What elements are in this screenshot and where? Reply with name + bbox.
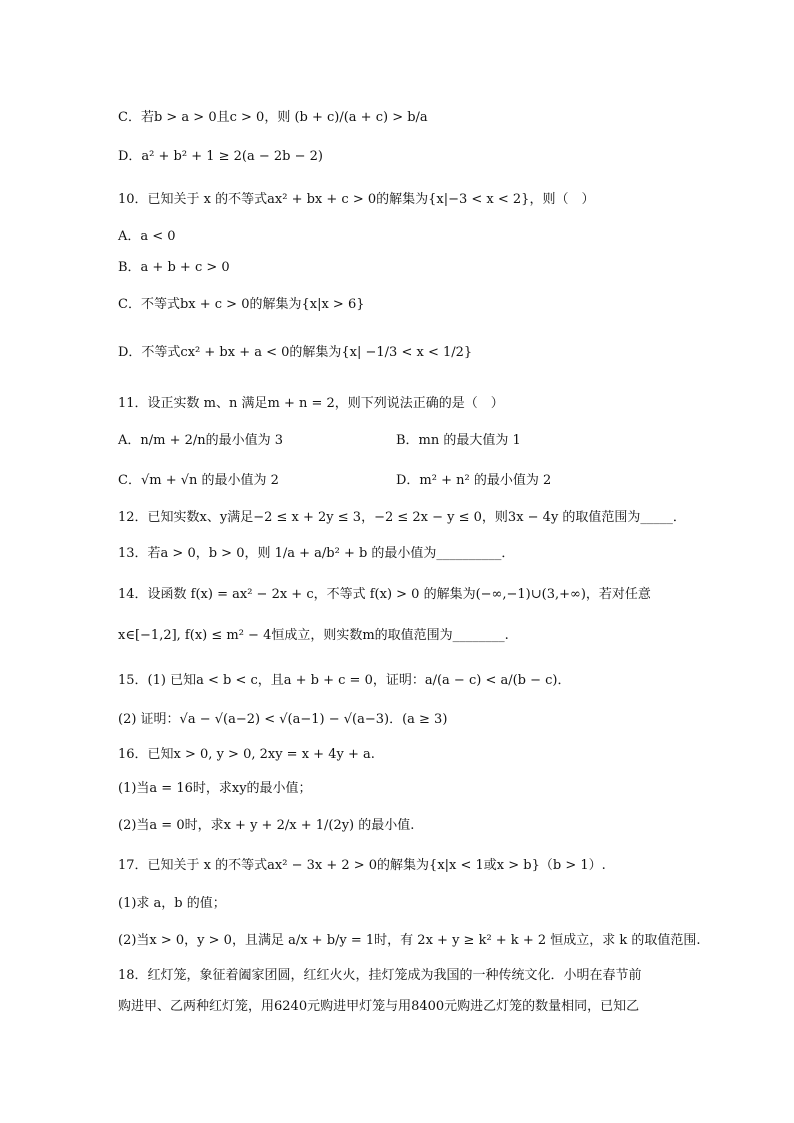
option-11a: A．n/m + 2/n的最小值为 3 — [118, 433, 284, 448]
question-15-2: (2) 证明：√a − √(a−2) < √(a−1) − √(a−3)．(a ≥ 3) — [118, 712, 448, 727]
option-9d: D．a² + b² + 1 ≥ 2(a − 2b − 2) — [118, 149, 324, 164]
question-14: 14．设函数 f(x) = ax² − 2x + c，不等式 f(x) > 0 的解集为(−∞,−1)∪(3,+∞)，若对任意 — [118, 587, 651, 602]
question-18: 18．红灯笼，象征着阖家团圆，红红火火，挂灯笼成为我国的一种传统文化．小明在春节前 — [118, 968, 642, 983]
question-16-1: (1)当a = 16时，求xy的最小值； — [118, 781, 312, 796]
option-11c: C．√m + √n 的最小值为 2 — [118, 473, 279, 488]
option-10a: A．a < 0 — [118, 229, 176, 244]
option-10c: C．不等式bx + c > 0的解集为{x|x > 6} — [118, 297, 365, 312]
question-17: 17．已知关于 x 的不等式ax² − 3x + 2 > 0的解集为{x|x < 1或x > b}（b > 1）. — [118, 858, 606, 873]
question-10: 10．已知关于 x 的不等式ax² + bx + c > 0的解集为{x|−3 < x < 2}，则（ ） — [118, 192, 595, 207]
question-16: 16．已知x > 0, y > 0, 2xy = x + 4y + a. — [118, 747, 375, 762]
question-17-1: (1)求 a，b 的值； — [118, 896, 226, 911]
question-12: 12．已知实数x、y满足−2 ≤ x + 2y ≤ 3，−2 ≤ 2x − y ≤ 0，则3x − 4y 的取值范围为_____． — [118, 510, 686, 525]
question-18-cont: 购进甲、乙两种红灯笼，用6240元购进甲灯笼与用8400元购进乙灯笼的数量相同，已知乙 — [118, 999, 640, 1014]
question-13: 13．若a > 0，b > 0，则 1/a + a/b² + b 的最小值为__________． — [118, 546, 515, 561]
option-10b: B．a + b + c > 0 — [118, 260, 230, 275]
option-11b: B．mn 的最大值为 1 — [396, 433, 521, 448]
question-11: 11．设正实数 m、n 满足m + n = 2，则下列说法正确的是（ ） — [118, 396, 504, 411]
question-15-1: 15．(1) 已知a < b < c，且a + b + c = 0，证明：a/(a − c) < a/(b − c)． — [118, 673, 571, 688]
question-17-2: (2)当x > 0，y > 0，且满足 a/x + b/y = 1时，有 2x + y ≥ k² + k + 2 恒成立，求 k 的取值范围. — [118, 933, 701, 948]
question-16-2: (2)当a = 0时，求x + y + 2/x + 1/(2y) 的最小值. — [118, 818, 415, 833]
question-14-cont: x∈[−1,2], f(x) ≤ m² − 4恒成立，则实数m的取值范围为________. — [118, 628, 509, 643]
option-9c: C．若b > a > 0且c > 0，则 (b + c)/(a + c) > b/a — [118, 110, 428, 125]
option-11d: D．m² + n² 的最小值为 2 — [396, 473, 552, 488]
option-10d: D．不等式cx² + bx + a < 0的解集为{x| −1/3 < x < 1/2} — [118, 345, 473, 360]
